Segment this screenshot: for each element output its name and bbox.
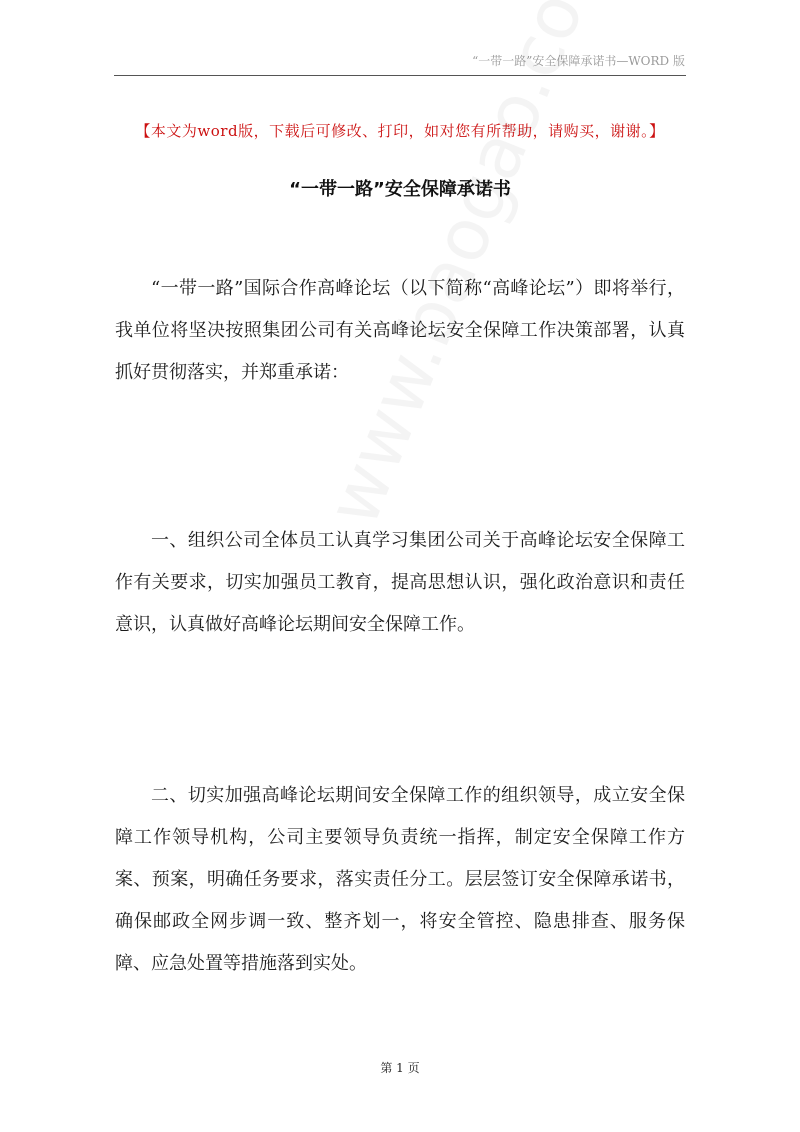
header-divider: [114, 75, 686, 76]
running-header: “一带一路”安全保障承诺书—WORD 版: [472, 54, 685, 68]
purchase-notice: 【本文为word版，下载后可修改、打印，如对您有所帮助，请购买，谢谢。】: [135, 122, 665, 140]
document-title: “一带一路”安全保障承诺书: [289, 179, 511, 200]
paragraph-item-1: 一、组织公司全体员工认真学习集团公司关于高峰论坛安全保障工作有关要求，切实加强员工教育，提高思想认识，强化政治意识和责任意识，认真做好高峰论坛期间安全保障工作。: [115, 530, 685, 635]
paragraph-item-2: 二、切实加强高峰论坛期间安全保障工作的组织领导，成立安全保障工作领导机构，公司主要领导负责统一指挥，制定安全保障工作方案、预案，明确任务要求，落实责任分工。层层签订安全保障承诺书，确保邮政全网步调一致、整齐划一，将安全管控、隐患排查、服务保障、应急处置等措施落到实处。: [115, 785, 685, 974]
page-number: 第 1 页: [380, 1061, 420, 1075]
paragraph-intro: “一带一路”国际合作高峰论坛（以下简称“高峰论坛”）即将举行，我单位将坚决按照集团公司有关高峰论坛安全保障工作决策部署，认真抓好贯彻落实，并郑重承诺：: [115, 278, 685, 383]
